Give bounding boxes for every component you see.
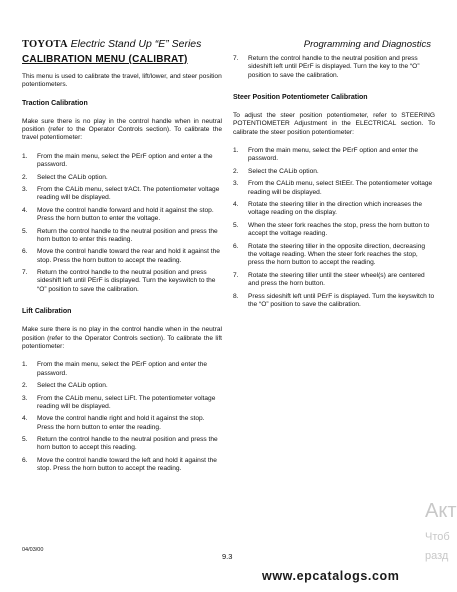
list-item [233, 168, 435, 176]
step-text: Rotate the steering tiller in the direction which increases the voltage reading on the display. [248, 201, 423, 217]
brand-name: TOYOTA [22, 39, 68, 50]
step-text: Press sideshift left until PErF is displayed. Turn the keyswitch to the “O” position to save the calibration. [248, 292, 435, 308]
intro-paragraph: This menu is used to calibrate the travel, lift/lower, and steer position potentiometers. [22, 73, 222, 89]
lift-steps-continued [233, 55, 435, 80]
list-item [22, 269, 222, 294]
step-number: 2. [22, 382, 28, 390]
lift-intro: Make sure there is no play in the control handle when in the neutral position (refer to the Operator Controls section). To calibrate the lift potentiometer: [22, 326, 222, 350]
list-item [233, 243, 435, 268]
series-name: Electric Stand Up “E” Series [70, 38, 202, 50]
step-number: 4. [233, 201, 239, 209]
list-item [22, 174, 222, 182]
list-item [233, 147, 435, 164]
step-text: Select the CALib option. [248, 167, 319, 175]
step-text: When the steer fork reaches the stop, press the horn button to accept the voltage reading. [248, 221, 430, 238]
step-text: Move the control handle toward the left and hold it against the stop. Press the horn button to accept the reading. [37, 456, 217, 473]
list-item [22, 186, 222, 203]
step-number: 5. [233, 221, 239, 229]
step-text: Return the control handle to the neutral position and press the horn button to accept this reading. [37, 436, 218, 452]
step-number: 2. [233, 167, 239, 175]
step-text: From the main menu, select the PErF option and enter a the password. [37, 152, 213, 169]
traction-steps [22, 153, 222, 294]
step-text: From the main menu, select the PErF option and enter the password. [37, 361, 208, 377]
list-item [22, 248, 222, 265]
left-column [22, 54, 222, 478]
page-number: 9.3 [222, 552, 233, 561]
list-item [233, 293, 435, 310]
step-number: 3. [233, 180, 239, 188]
list-item [22, 228, 222, 245]
step-text: Move the control handle right and hold it against the stop. Press the horn button to enter the reading. [37, 415, 205, 431]
step-text: Return the control handle to the neutral position and press sideshift left until PErF is displayed. Turn the key to the “O” position to save the calibration. [248, 55, 420, 79]
step-number: 6. [22, 456, 28, 464]
step-text: From the CALib menu, select LiFt. The potentiometer voltage reading will be displayed. [37, 394, 216, 410]
page-header-left [22, 38, 201, 50]
step-text: Move the control handle forward and hold it against the stop. Press the horn button to enter the voltage. [37, 206, 214, 223]
list-item [22, 382, 222, 390]
step-number: 6. [233, 242, 239, 250]
step-number: 3. [22, 394, 28, 402]
step-number: 8. [233, 292, 239, 300]
step-number: 2. [22, 173, 28, 181]
list-item [22, 153, 222, 170]
watermark-line-2: Чтоб [425, 531, 450, 543]
step-number: 1. [22, 361, 28, 369]
step-number: 1. [22, 152, 28, 160]
step-text: Return the control handle to the neutral position and press sideshift left until PErF is displayed. Turn the keyswitch to the “O” position to save the calibration. [37, 269, 216, 293]
step-text: Move the control handle toward the rear and hold it against the stop. Press the horn button to accept the reading. [37, 248, 220, 264]
step-text: From the CALib menu, select StEEr. The potentiometer voltage reading will be displayed. [248, 180, 433, 196]
list-item [233, 55, 435, 80]
step-number: 7. [233, 271, 239, 279]
step-text: From the CALib menu, select trACt. The potentiometer voltage reading will be displayed. [37, 186, 220, 202]
step-number: 7. [22, 269, 28, 277]
step-number: 6. [22, 248, 28, 256]
list-item [22, 361, 222, 378]
step-text: From the main menu, select the PErF option and enter the password. [248, 147, 419, 163]
list-item [22, 457, 222, 474]
list-item [233, 180, 435, 197]
site-watermark: www.epcatalogs.com [262, 569, 400, 583]
lift-heading: Lift Calibration [22, 308, 72, 316]
list-item [22, 415, 222, 432]
lift-steps [22, 361, 222, 473]
step-text: Select the CALib option. [37, 173, 108, 181]
traction-intro: Make sure there is no play in the control handle when in neutral position (refer to the Operator Controls section). To calibrate the travel potentiometer: [22, 117, 222, 142]
step-text: Rotate the steering tiller in the opposite direction, decreasing the voltage reading. When the steer fork reaches the stop, press the horn button to accept the reading. [248, 242, 426, 267]
right-column [233, 55, 435, 313]
step-number: 3. [22, 186, 28, 194]
watermark-line-3: разд [425, 550, 449, 562]
page-title: CALIBRATION MENU (CALIBRAT) [22, 54, 188, 65]
list-item [22, 207, 222, 224]
step-number: 1. [233, 147, 239, 155]
step-number: 7. [233, 55, 239, 62]
steer-heading: Steer Position Potentiometer Calibration [233, 93, 368, 101]
list-item [22, 436, 222, 453]
list-item [233, 222, 435, 239]
traction-heading: Traction Calibration [22, 99, 88, 107]
list-item [233, 201, 435, 218]
section-name: Programming and Diagnostics [303, 39, 431, 50]
step-number: 5. [22, 436, 28, 444]
steer-intro: To adjust the steer position potentiometer, refer to STEERING POTENTIOMETER Adjustment in the ELECTRICAL section. To calibrate the steer position potentiometer: [233, 112, 435, 136]
step-number: 5. [22, 227, 28, 235]
step-text: Return the control handle to the neutral position and press the horn button to enter this reading. [37, 227, 218, 243]
list-item [22, 395, 222, 412]
step-number: 4. [22, 206, 28, 214]
step-text: Rotate the steering tiller until the steer wheel(s) are centered and press the horn button. [248, 271, 425, 288]
watermark-line-1: Акт [425, 500, 457, 522]
steer-steps [233, 147, 435, 309]
footer-date: 04/03/00 [22, 547, 44, 553]
step-text: Select the CALib option. [37, 382, 108, 390]
step-number: 4. [22, 415, 28, 423]
list-item [233, 272, 435, 289]
